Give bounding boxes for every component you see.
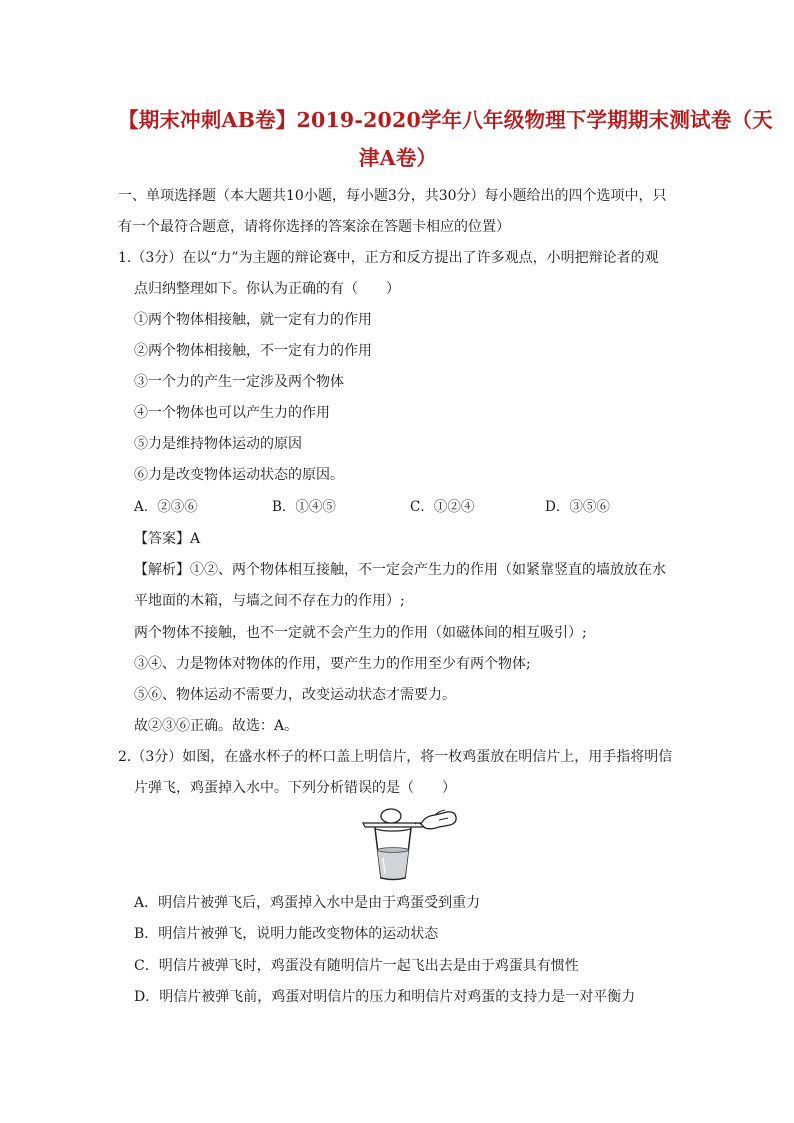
q1-analysis-line-5: ⑤⑥、物体运动不需要力，改变运动状态才需要力。 (134, 687, 456, 703)
q1-statement-2: ②两个物体相接触，不一定有力的作用 (134, 343, 372, 359)
q1-stem-line-2: 点归纳整理如下。你认为正确的有（ ） (134, 281, 400, 297)
section-instructions-line-2: 有一个最符合题意，请将你选择的答案涂在答题卡相应的位置） (118, 219, 510, 235)
q2-option-d: D．明信片被弹飞前，鸡蛋对明信片的压力和明信片对鸡蛋的支持力是一对平衡力 (134, 989, 636, 1005)
q1-statement-6: ⑥力是改变物体运动状态的原因。 (134, 467, 344, 483)
q1-statement-1: ①两个物体相接触，就一定有力的作用 (134, 312, 372, 328)
q1-analysis-line-4: ③④、力是物体对物体的作用，要产生力的作用至少有两个物体; (134, 656, 531, 672)
q1-analysis-line-1: 【解析】①②、两个物体相互接触，不一定会产生力的作用（如紧靠竖直的墙放放在水 (134, 562, 666, 578)
q2-stem-line-1: 2.（3分）如图，在盛水杯子的杯口盖上明信片，将一枚鸡蛋放在明信片上，用手指将明信 (118, 749, 673, 765)
q1-analysis-line-6: 故②③⑥正确。故选：A。 (134, 718, 299, 734)
exam-title-line-1: 【期末冲刺AB卷】2019-2020学年八年级物理下学期期末测试卷（天 (118, 108, 773, 132)
water (378, 850, 409, 879)
q1-stem-line-1: 1.（3分）在以“力”为主题的辩论赛中，正方和反方提出了许多观点，小明把辩论者的观 (118, 250, 659, 266)
q2-option-a: A．明信片被弹飞后，鸡蛋掉入水中是由于鸡蛋受到重力 (134, 895, 481, 911)
q1-option-d: D．③⑤⑥ (545, 499, 610, 515)
q1-statement-3: ③一个力的产生一定涉及两个物体 (134, 374, 344, 390)
q1-answer: 【答案】A (134, 531, 201, 547)
q1-option-a: A．②③⑥ (134, 499, 198, 515)
egg-card-cup-figure (355, 806, 460, 882)
water-surface (378, 848, 409, 853)
egg (381, 809, 401, 823)
q1-option-b: B．①④⑤ (272, 499, 336, 515)
section-instructions-line-1: 一、单项选择题（本大题共10小题，每小题3分，共30分）每小题给出的四个选项中，只 (118, 188, 667, 204)
q2-stem-line-2: 片弹飞，鸡蛋掉入水中。下列分析错误的是（ ） (134, 780, 456, 796)
q1-analysis-line-3: 两个物体不接触，也不一定就不会产生力的作用（如磁体间的相互吸引）; (134, 625, 587, 641)
q1-statement-4: ④一个物体也可以产生力的作用 (134, 405, 330, 421)
q1-option-c: C．①②④ (410, 499, 475, 515)
q2-option-c: C．明信片被弹飞时，鸡蛋没有随明信片一起飞出去是由于鸡蛋具有惯性 (134, 958, 579, 974)
exam-title-line-2: 津A卷） (358, 146, 438, 170)
q2-option-b: B．明信片被弹飞，说明力能改变物体的运动状态 (134, 926, 439, 942)
postcard (363, 823, 427, 827)
q1-statement-5: ⑤力是维持物体运动的原因 (134, 436, 302, 452)
q1-analysis-line-2: 平地面的木箱，与墙之间不存在力的作用）; (134, 593, 405, 609)
hand (421, 812, 456, 829)
